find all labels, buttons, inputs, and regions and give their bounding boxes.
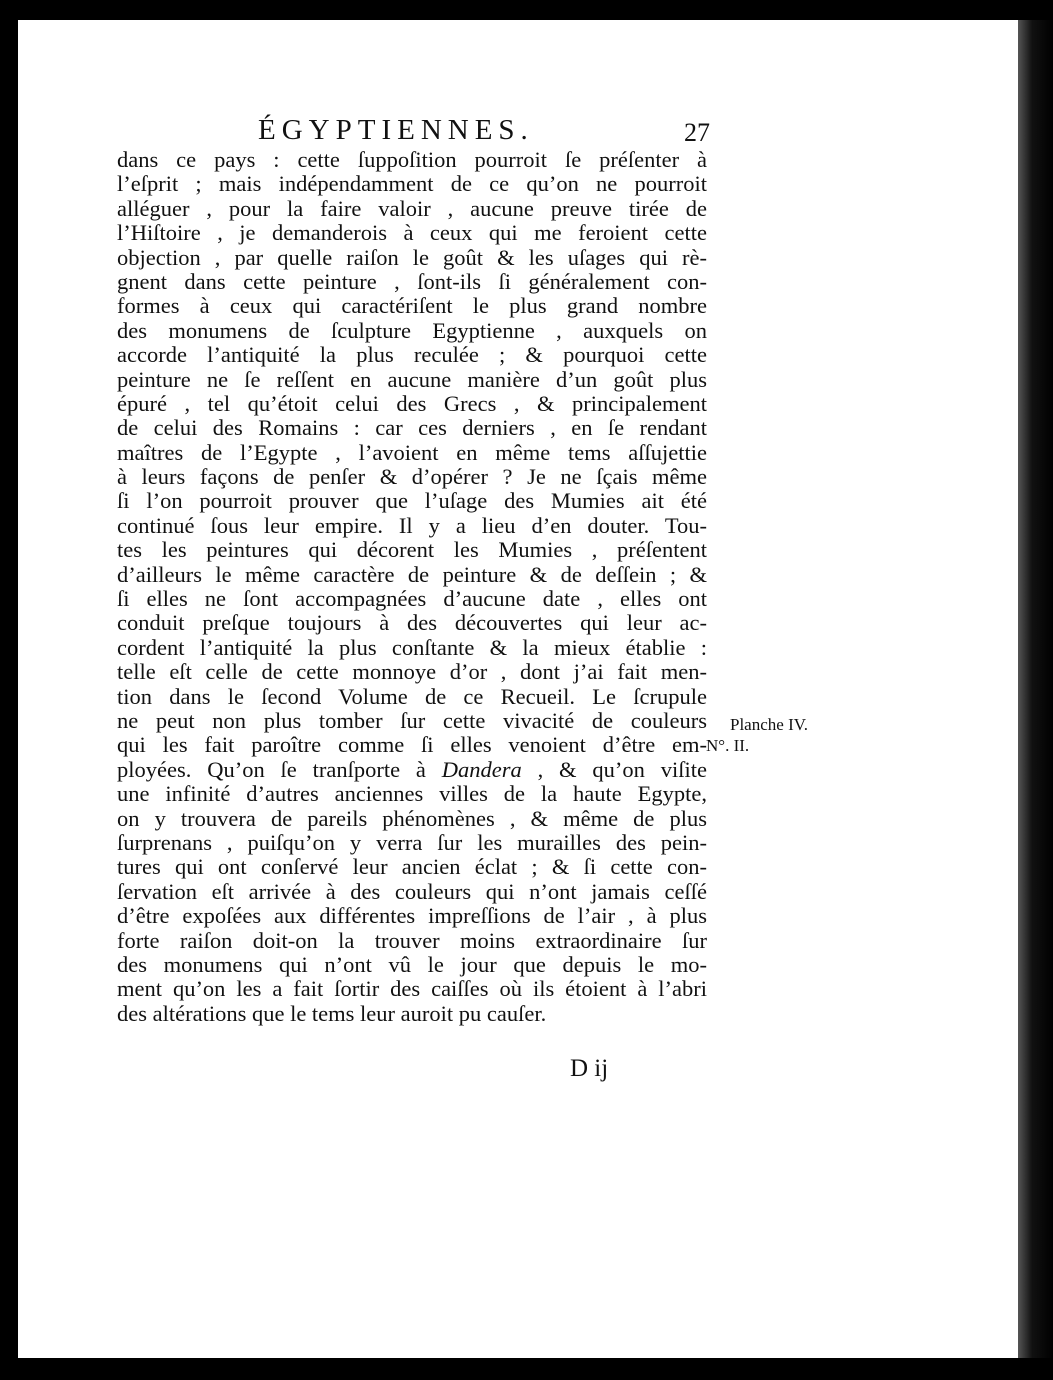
text-line: maîtres de l’Egypte , l’avoient en même tems aſſujettie	[117, 439, 707, 465]
signature-mark: D ij	[570, 1055, 609, 1082]
place-name-italic: Dandera	[441, 756, 522, 782]
text-line: l’eſprit ; mais indépendamment de ce qu’on ne pourroit	[117, 171, 707, 197]
text-line: dans ce pays : cette ſuppoſition pourroit ſe préſenter à	[117, 147, 707, 172]
text-line: formes à ceux qui caractériſent le plus grand nombre	[117, 293, 707, 319]
body-text	[117, 148, 707, 1026]
text-line: peinture ne ſe reſſent en aucune manière d’un goût plus	[117, 366, 707, 392]
text-line: de celui des Romains : car ces derniers , en ſe rendant	[117, 415, 707, 441]
text-line: ne peut non plus tomber ſur cette vivacité de couleurs	[117, 707, 707, 733]
margin-note	[706, 714, 808, 756]
text-line: objection , par quelle raiſon le goût & les uſages qui rè-	[117, 244, 707, 270]
text-line: ſi l’on pourroit prouver que l’uſage des Mumies ait été	[117, 488, 707, 514]
text-line-with-italic	[117, 758, 707, 782]
text-line-last: des altérations que le tems leur auroit pu cauſer.	[117, 1000, 547, 1026]
text-line: forte raiſon doit-on la trouver moins extraordinaire ſur	[117, 927, 707, 953]
text-line-end: , & qu’on viſite	[521, 756, 707, 782]
text-line: ſi elles ne ſont accompagnées d’aucune date , elles ont	[117, 586, 707, 612]
running-title: ÉGYPTIENNES.	[258, 114, 534, 146]
text-line: ment qu’on les a fait ſortir des caiſſes où ils étoient à l’abri	[117, 976, 707, 1002]
text-line: d’ailleurs le même caractère de peinture & de deſſein ; &	[117, 561, 707, 587]
text-line: ſurprenans , puiſqu’on y verra ſur les murailles des pein-	[117, 829, 707, 855]
text-line: tures qui ont conſervé leur ancien éclat ; & ſi cette con-	[117, 854, 707, 880]
margin-note-plate: Planche IV.	[730, 715, 809, 734]
text-line: à leurs façons de penſer & d’opérer ? Je ne ſçais même	[117, 464, 707, 490]
text-line: l’Hiſtoire , je demanderois à ceux qui me feroient cette	[117, 220, 707, 246]
page-number: 27	[684, 118, 710, 147]
text-line-start: ployées. Qu’on ſe tranſporte à	[117, 756, 442, 782]
text-line: tes les peintures qui décorent les Mumies , préſentent	[117, 537, 707, 563]
text-line: alléguer , pour la faire valoir , aucune preuve tirée de	[117, 195, 707, 221]
text-line: ſervation eſt arrivée à des couleurs qui n’ont jamais ceſſé	[117, 878, 707, 904]
text-line: des monumens de ſculpture Egyptienne , auxquels on	[117, 317, 707, 343]
text-line: continué ſous leur empire. Il y a lieu d’en douter. Tou-	[117, 512, 707, 538]
text-line: des monumens qui n’ont vû le jour que depuis le mo-	[117, 951, 707, 977]
text-line: tion dans le ſecond Volume de ce Recueil. Le ſcrupule	[117, 683, 707, 709]
text-line: conduit preſque toujours à des découvertes qui leur ac-	[117, 610, 707, 636]
text-line: d’être expoſées aux différentes impreſſions de l’air , à plus	[117, 903, 707, 929]
text-line: accorde l’antiquité la plus reculée ; & pourquoi cette	[117, 342, 707, 368]
page-edge	[1018, 20, 1053, 1358]
text-line: épuré , tel qu’étoit celui des Grecs , & principalement	[117, 390, 707, 416]
text-line: on y trouvera de pareils phénomènes , & même de plus	[117, 805, 707, 831]
margin-note-number: N°. II.	[706, 736, 750, 755]
text-line: cordent l’antiquité la plus conſtante & la mieux établie :	[117, 634, 707, 660]
text-line: gnent dans cette peinture , ſont-ils ſi généralement con-	[117, 268, 707, 294]
text-line: qui les fait paroître comme ſi elles venoient d’être em-	[117, 732, 707, 758]
text-line: telle eſt celle de cette monnoye d’or , dont j’ai fait men-	[117, 659, 707, 685]
page-header	[130, 108, 710, 148]
text-line: une infinité d’autres anciennes villes de la haute Egypte,	[117, 781, 707, 807]
